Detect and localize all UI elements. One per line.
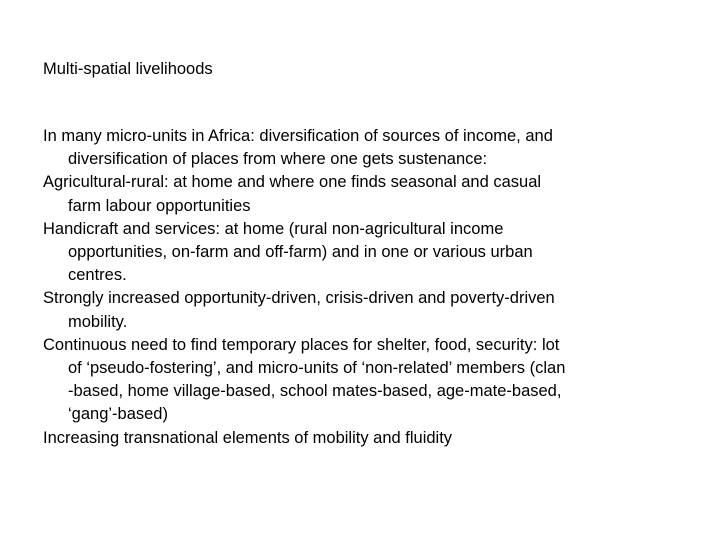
text-line: Increasing transnational elements of mobility and fluidity	[43, 428, 453, 447]
text-line: Continuous need to find temporary places for shelter, food, security: lot	[43, 335, 560, 354]
text-line: diversification of places from where one gets sustenance:	[68, 150, 488, 169]
text-line: Strongly increased opportunity-driven, crisis-driven and poverty-driven	[43, 289, 555, 308]
slide-title: Multi-spatial livelihoods	[43, 60, 213, 78]
paragraph-handicraft-services	[43, 218, 708, 288]
text-line: Agricultural-rural: at home and where one finds seasonal and casual	[43, 173, 542, 192]
text-line: ‘gang’-based)	[68, 405, 168, 424]
text-line: -based, home village-based, school mates-based, age-mate-based,	[68, 382, 562, 401]
paragraph-diversification	[43, 125, 708, 171]
paragraph-temporary-places	[43, 334, 708, 427]
text-line: In many micro-units in Africa: diversification of sources of income, and	[43, 127, 553, 145]
paragraph-mobility	[43, 287, 708, 333]
paragraph-agricultural-rural	[43, 171, 708, 217]
text-line: opportunities, on-farm and off-farm) and in one or various urban	[68, 243, 533, 262]
slide-body	[43, 125, 708, 450]
text-line: centres.	[68, 266, 127, 285]
text-line: farm labour opportunities	[68, 196, 251, 215]
paragraph-transnational	[43, 427, 708, 450]
text-line: Handicraft and services: at home (rural non-agricultural income	[43, 219, 504, 238]
text-line: of ‘pseudo-fostering’, and micro-units of ‘non-related’ members (clan	[68, 359, 566, 378]
text-line: mobility.	[68, 312, 128, 331]
